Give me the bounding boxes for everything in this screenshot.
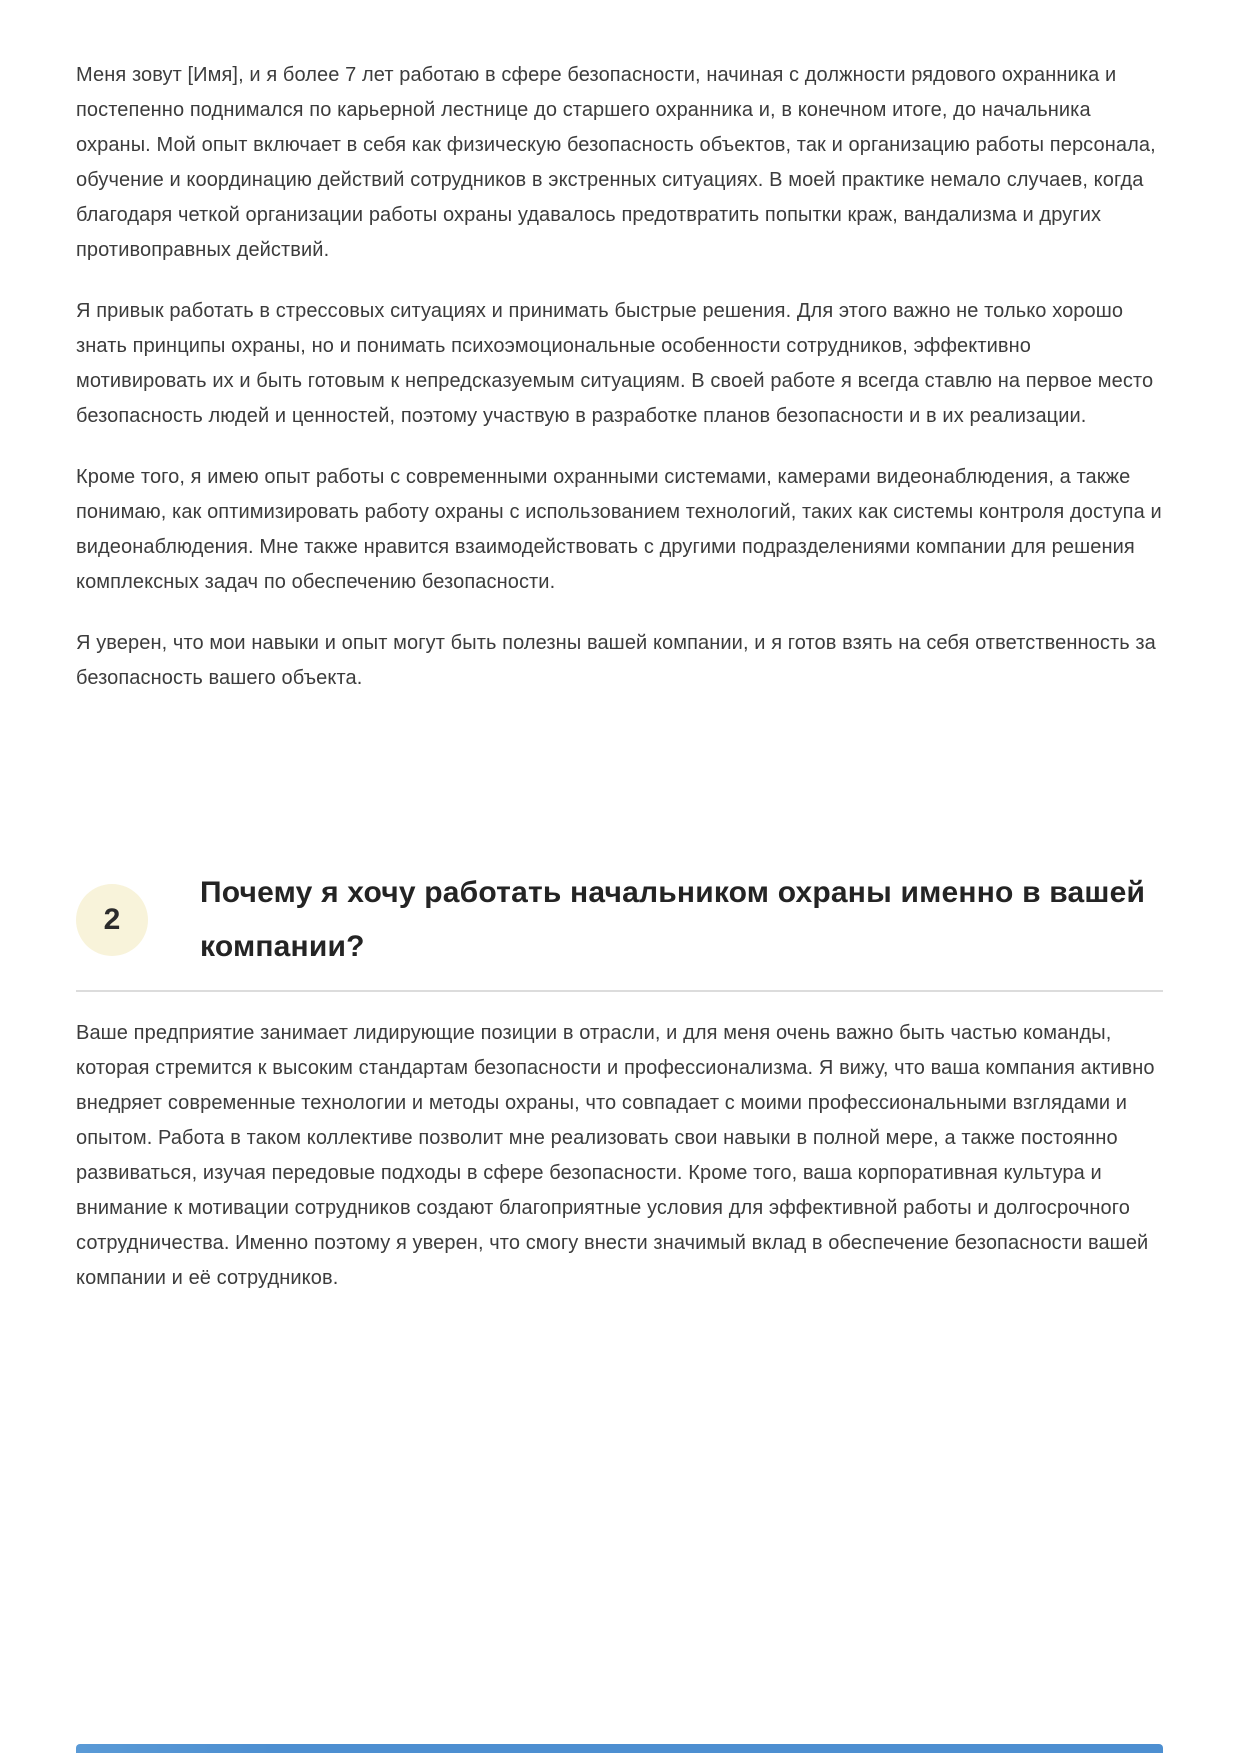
intro-section [76,58,1163,696]
section-number-badge: 2 [76,884,148,956]
section-body [76,1016,1163,1296]
paragraph: Я привык работать в стрессовых ситуациях и принимать быстрые решения. Для этого важно не только хорошо знать принципы охраны, но и понимать психоэмоциональные особенности сотрудников, эффективно мотивировать их и быть готовым к непредсказуемым ситуациям. В своей работе я всегда ставлю на первое место безопасность людей и ценностей, поэтому участвую в разработке планов безопасности и в их реализации. [76,300,1154,427]
section-title: Почему я хочу работать начальником охраны именно в вашей компании? [200,876,1146,963]
section-divider [76,990,1163,992]
next-section-top-bar [76,1744,1163,1753]
section-header [76,866,1163,974]
paragraph: Кроме того, я имею опыт работы с современными охранными системами, камерами видеонаблюдения, а также понимаю, как оптимизировать работу охраны с использованием технологий, таких как системы контроля доступа и видеонаблюдения. Мне также нравится взаимодействовать с другими подразделениями компании для решения комплексных задач по обеспечению безопасности. [76,466,1162,593]
paragraph: Меня зовут [Имя], и я более 7 лет работаю в сфере безопасности, начиная с должности рядового охранника и постепенно поднимался по карьерной лестнице до старшего охранника и, в конечном итоге, до начальника охраны. Мой опыт включает в себя как физическую безопасность объектов, так и организацию работы персонала, обучение и координацию действий сотрудников в экстренных ситуациях. В моей практике немало случаев, когда благодаря четкой организации работы охраны удавалось предотвратить попытки краж, вандализма и других противоправных действий. [76,64,1156,261]
paragraph: Ваше предприятие занимает лидирующие позиции в отрасли, и для меня очень важно быть частью команды, которая стремится к высоким стандартам безопасности и профессионализма. Я вижу, что ваша компания активно внедряет современные технологии и методы охраны, что совпадает с моими профессиональными взглядами и опытом. Работа в таком коллективе позволит мне реализовать свои навыки в полной мере, а также постоянно развиваться, изучая передовые подходы в сфере безопасности. Кроме того, ваша корпоративная культура и внимание к мотивации сотрудников создают благоприятные условия для эффективной работы и долгосрочного сотрудничества. Именно поэтому я уверен, что смогу внести значимый вклад в обеспечение безопасности вашей компании и её сотрудников. [76,1022,1155,1289]
paragraph: Я уверен, что мои навыки и опыт могут быть полезны вашей компании, и я готов взять на себя ответственность за безопасность вашего объекта. [76,632,1156,689]
